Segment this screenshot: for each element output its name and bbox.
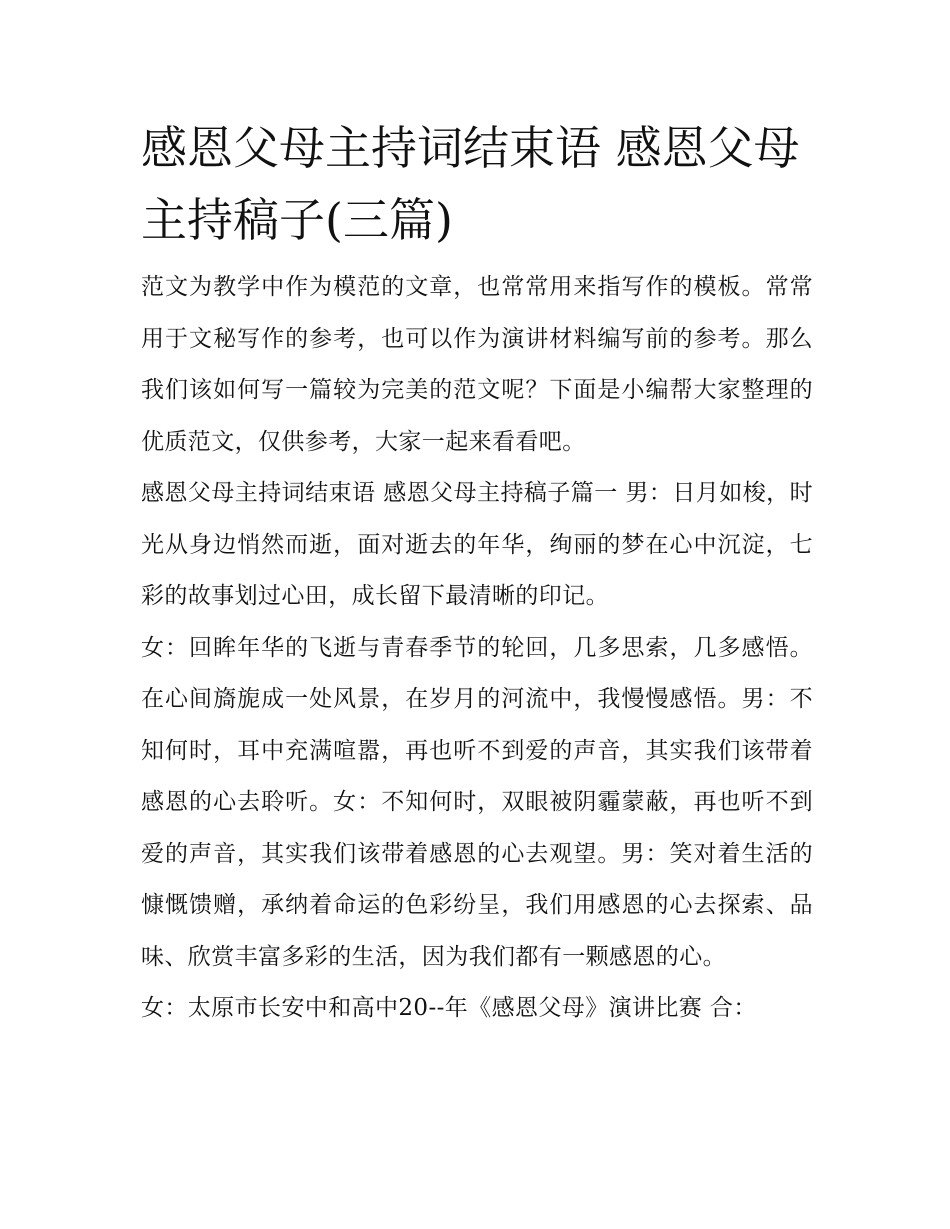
document-page	[141, 112, 813, 1035]
paragraph-part-one: 感恩父母主持词结束语 感恩父母主持稿子篇一 男：日月如梭，时光从身边悄然而逝，面对逝去的年华，绚丽的梦在心中沉淀，七彩的故事划过心田，成长留下最清晰的印记。	[141, 480, 813, 609]
paragraph-dialogue: 女：回眸年华的飞逝与青春季节的轮回，几多思索，几多感悟。在心间旖旎成一处风景，在岁月的河流中，我慢慢感悟。男：不知何时，耳中充满喧嚣，再也听不到爱的声音，其实我们该带着感恩的心去聆听。女：不知何时，双眼被阴霾蒙蔽，再也听不到爱的声音，其实我们该带着感恩的心去观望。男：笑对着生活的慷慨馈赠，承纳着命运的色彩纷呈，我们用感恩的心去探索、品味、欣赏丰富多彩的生活，因为我们都有一颗感恩的心。	[141, 634, 813, 970]
document-title: 感恩父母主持词结束语 感恩父母主持稿子(三篇)	[141, 121, 800, 247]
paragraph-closing: 女：太原市长安中和高中20--年《感恩父母》演讲比赛 合：	[141, 995, 757, 1021]
paragraph-intro: 范文为教学中作为模范的文章，也常常用来指写作的模板。常常用于文秘写作的参考，也可以作为演讲材料编写前的参考。那么我们该如何写一篇较为完美的范文呢？下面是小编帮大家整理的优质范文，仅供参考，大家一起来看看吧。	[141, 274, 813, 455]
